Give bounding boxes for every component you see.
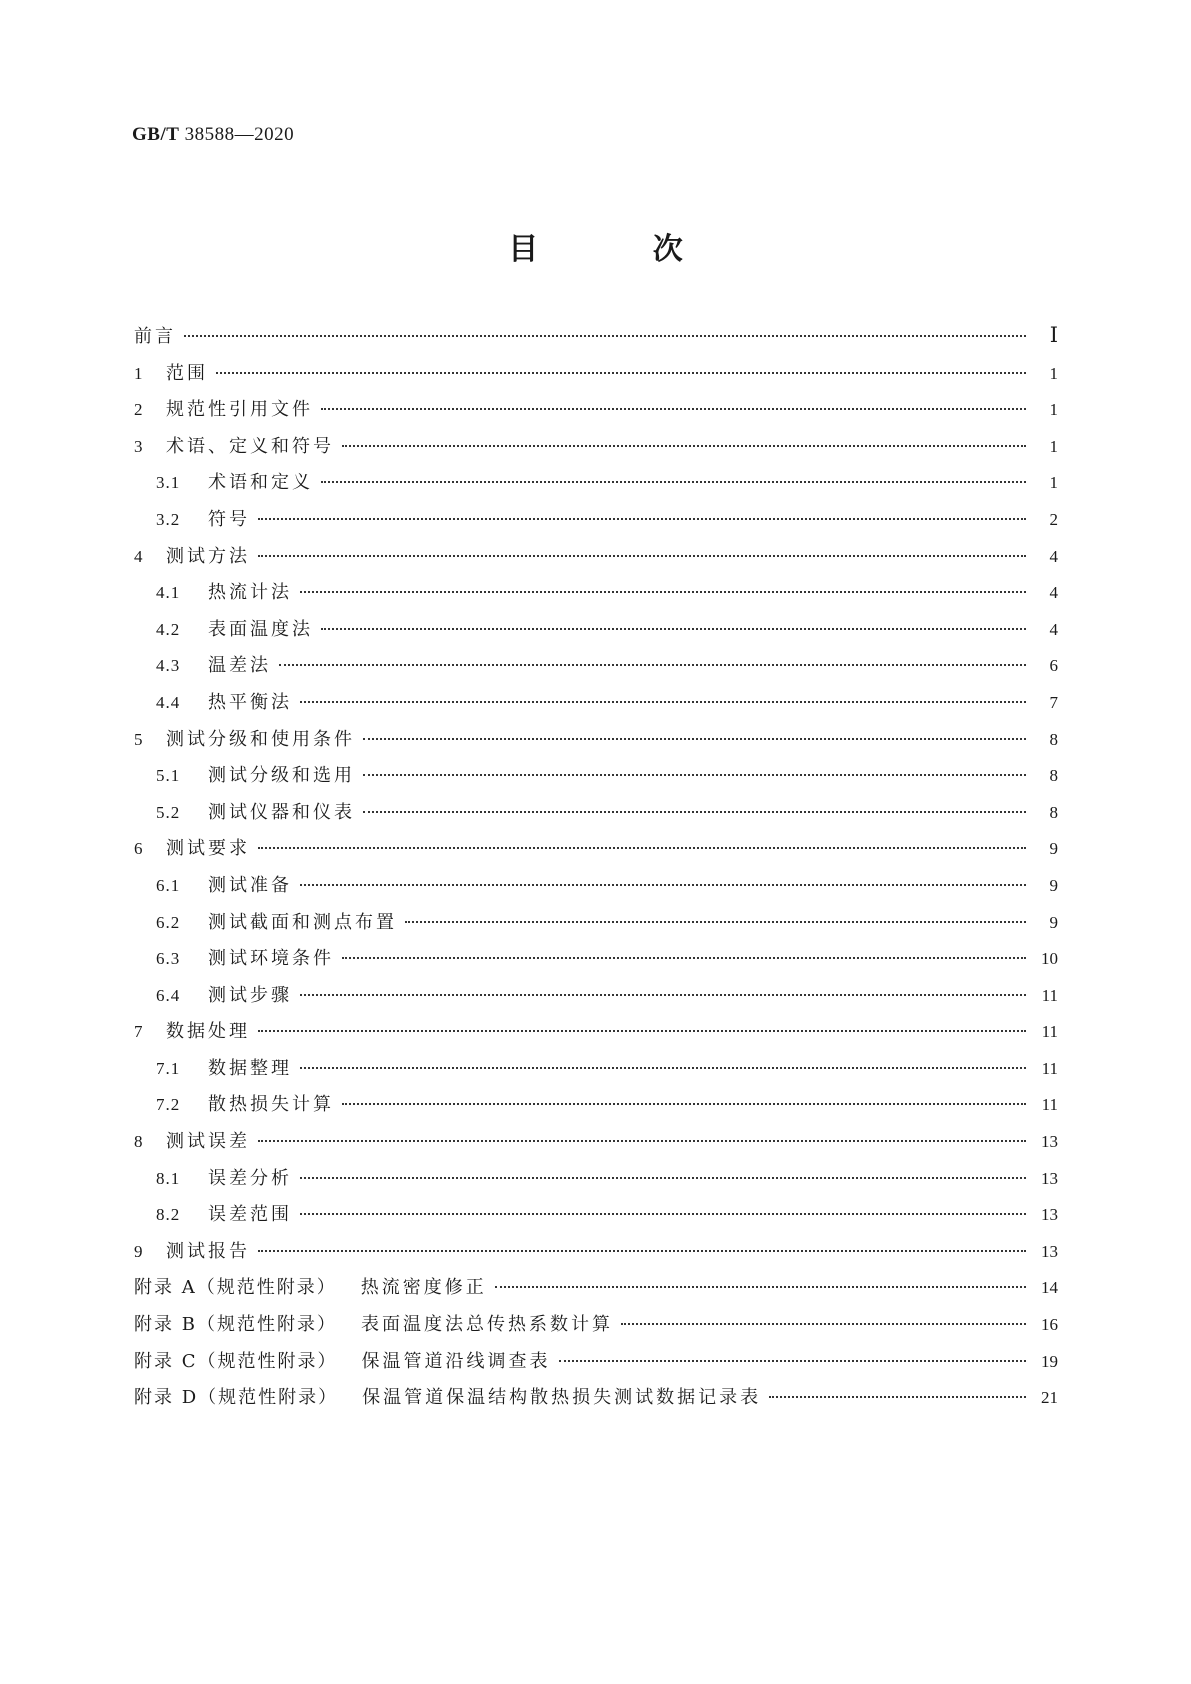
dot-leader <box>559 1360 1027 1362</box>
toc-entry-title: 测试步骤 <box>208 984 292 1006</box>
toc-entry-page: 13 <box>1041 1241 1058 1261</box>
toc-entry-number: 4 <box>134 546 143 566</box>
toc-entry-number: 5 <box>134 729 143 749</box>
appendix-tag: 附录 B（规范性附录） <box>134 1314 337 1336</box>
toc-entry[interactable] <box>134 359 1058 396</box>
dot-leader <box>258 847 1026 849</box>
toc-entry-page: 1 <box>1049 436 1058 456</box>
dot-leader <box>184 335 1026 337</box>
toc-entry-page: 11 <box>1041 1022 1058 1042</box>
toc-entry-page: 13 <box>1041 1205 1058 1225</box>
dot-leader <box>300 591 1026 593</box>
toc-entry-number: 9 <box>134 1241 143 1261</box>
toc-entry-page: 4 <box>1049 546 1058 566</box>
toc-entry-number: 4.4 <box>156 692 181 712</box>
toc-entry-title: 表面温度法 <box>208 618 313 640</box>
toc-appendix-entry[interactable] <box>134 1347 1058 1384</box>
toc-appendix-entry[interactable] <box>134 1383 1058 1420</box>
toc-entry-page: 8 <box>1049 802 1058 822</box>
toc-entry-page: 13 <box>1041 1168 1058 1188</box>
toc-entry-title: 测试分级和选用 <box>208 765 355 787</box>
appendix-title: 保温管道沿线调查表 <box>361 1350 551 1372</box>
toc-entry-number: 6.2 <box>156 912 181 932</box>
dot-leader <box>300 884 1026 886</box>
toc-entry-number: 6 <box>134 839 143 859</box>
appendix-tag: 附录 A（规范性附录） <box>134 1277 337 1299</box>
dot-leader <box>258 518 1026 520</box>
toc-entry-page: 9 <box>1049 912 1058 932</box>
toc-entry[interactable] <box>134 505 1058 542</box>
dot-leader <box>363 738 1026 740</box>
toc-entry-number: 5.2 <box>156 802 181 822</box>
dot-leader <box>321 481 1026 483</box>
toc-entry-title: 测试报告 <box>166 1240 250 1262</box>
appendix-page: 19 <box>1041 1351 1058 1371</box>
toc-entry-title: 规范性引用文件 <box>166 399 313 421</box>
toc-entry-title: 测试方法 <box>166 545 250 567</box>
dot-leader <box>300 994 1026 996</box>
toc-entry[interactable] <box>134 468 1058 505</box>
toc-entry-number: 6.4 <box>156 985 181 1005</box>
dot-leader <box>300 1177 1026 1179</box>
appendix-page: 14 <box>1041 1278 1058 1298</box>
page-title: 目 次 <box>508 232 735 267</box>
dot-leader <box>342 957 1026 959</box>
dot-leader <box>279 664 1026 666</box>
toc-entry-title: 测试准备 <box>208 874 292 896</box>
toc-entry-number: 7.1 <box>156 1058 181 1078</box>
dot-leader <box>300 701 1026 703</box>
toc-entry[interactable] <box>134 1200 1058 1237</box>
toc-entry-title: 前言 <box>134 326 176 347</box>
toc-entry[interactable] <box>134 798 1058 835</box>
toc-entry-title: 符号 <box>208 508 250 530</box>
toc-entry[interactable] <box>134 578 1058 615</box>
appendix-page: 16 <box>1041 1315 1058 1335</box>
dot-leader <box>621 1323 1026 1325</box>
toc-entry[interactable] <box>134 908 1058 945</box>
toc-entry-page: 11 <box>1041 985 1058 1005</box>
appendix-tag: 附录 D（规范性附录） <box>134 1387 339 1409</box>
standard-prefix: GB/T <box>132 124 180 145</box>
toc-entry-page: 4 <box>1049 583 1058 603</box>
toc-entry-number: 6.1 <box>156 875 181 895</box>
dot-leader <box>342 1103 1026 1105</box>
toc-entry-page: 1 <box>1049 400 1058 420</box>
appendix-title: 保温管道保温结构散热损失测试数据记录表 <box>362 1387 762 1409</box>
toc-entry[interactable] <box>134 395 1058 432</box>
appendix-title: 表面温度法总传热系数计算 <box>360 1314 613 1336</box>
toc-entry[interactable] <box>134 651 1058 688</box>
toc-entry-number: 4.1 <box>156 583 181 603</box>
toc-entry-title: 数据整理 <box>208 1057 292 1079</box>
dot-leader <box>769 1396 1026 1398</box>
toc-entry-page: Ⅰ <box>1049 323 1058 347</box>
toc-entry-title: 测试要求 <box>166 838 250 860</box>
toc-entry-page: 9 <box>1049 875 1058 895</box>
toc-entry-page: 1 <box>1049 473 1058 493</box>
toc-entry-page: 2 <box>1049 509 1058 529</box>
toc-entry-title: 误差分析 <box>208 1167 292 1189</box>
toc-entry-number: 2 <box>134 400 143 420</box>
toc-entry-title: 热流计法 <box>208 582 292 604</box>
toc-entry-page: 4 <box>1049 619 1058 639</box>
toc-entry-number: 8.2 <box>156 1205 181 1225</box>
toc-entry-title: 测试仪器和仪表 <box>208 801 355 823</box>
toc-entry-number: 8.1 <box>156 1168 181 1188</box>
toc-entry[interactable] <box>134 1017 1058 1054</box>
toc-entry-title: 测试分级和使用条件 <box>166 728 355 750</box>
toc-entry[interactable] <box>134 615 1058 652</box>
standard-code <box>132 124 294 146</box>
toc-entry-title: 误差范围 <box>208 1204 292 1226</box>
dot-leader <box>342 445 1026 447</box>
toc-entry-page: 1 <box>1049 363 1058 383</box>
toc-entry-page: 7 <box>1049 692 1058 712</box>
appendix-tag: 附录 C（规范性附录） <box>134 1350 338 1372</box>
toc-entry[interactable] <box>134 542 1058 579</box>
toc-entry-title: 数据处理 <box>166 1021 250 1043</box>
toc-entry-page: 6 <box>1049 656 1058 676</box>
toc-entry-page: 10 <box>1041 949 1058 969</box>
toc-entry[interactable] <box>134 432 1058 469</box>
toc-entry-title: 术语、定义和符号 <box>166 435 334 457</box>
dot-leader <box>405 921 1026 923</box>
toc-entry-number: 8 <box>134 1132 143 1152</box>
dot-leader <box>495 1286 1026 1288</box>
appendix-title: 热流密度修正 <box>360 1277 487 1299</box>
toc-entry[interactable] <box>134 322 1058 359</box>
toc-entry-page: 9 <box>1049 839 1058 859</box>
toc-entry[interactable] <box>134 944 1058 981</box>
dot-leader <box>258 1030 1026 1032</box>
toc-entry-page: 13 <box>1041 1132 1058 1152</box>
dot-leader <box>363 774 1026 776</box>
toc-entry-number: 4.2 <box>156 619 181 639</box>
dot-leader <box>363 811 1026 813</box>
toc-entry-title: 测试截面和测点布置 <box>208 911 397 933</box>
toc-entry-page: 8 <box>1049 729 1058 749</box>
toc-entry-title: 术语和定义 <box>208 472 313 494</box>
toc-entry-number: 5.1 <box>156 766 181 786</box>
table-of-contents <box>134 322 1058 1420</box>
dot-leader <box>258 555 1026 557</box>
toc-entry-page: 8 <box>1049 766 1058 786</box>
toc-entry[interactable] <box>134 761 1058 798</box>
toc-entry-title: 测试误差 <box>166 1131 250 1153</box>
dot-leader <box>258 1250 1026 1252</box>
toc-entry-number: 3.2 <box>156 509 181 529</box>
toc-entry-title: 热平衡法 <box>208 691 292 713</box>
toc-entry-number: 4.3 <box>156 656 181 676</box>
toc-entry[interactable] <box>134 871 1058 908</box>
dot-leader <box>216 372 1026 374</box>
toc-entry-page: 11 <box>1041 1095 1058 1115</box>
toc-entry-title: 测试环境条件 <box>208 948 334 970</box>
toc-entry[interactable] <box>134 981 1058 1018</box>
appendix-page: 21 <box>1041 1388 1058 1408</box>
toc-entry-number: 1 <box>134 363 143 383</box>
toc-entry[interactable] <box>134 1127 1058 1164</box>
toc-entry-number: 7.2 <box>156 1095 181 1115</box>
toc-appendix-entry[interactable] <box>134 1310 1058 1347</box>
toc-entry-title: 温差法 <box>208 655 271 677</box>
toc-entry-title: 散热损失计算 <box>208 1094 334 1116</box>
dot-leader <box>321 408 1026 410</box>
toc-entry-number: 3.1 <box>156 473 181 493</box>
toc-entry-title: 范围 <box>166 362 208 384</box>
dot-leader <box>321 628 1026 630</box>
toc-entry-number: 7 <box>134 1022 143 1042</box>
toc-entry-number: 3 <box>134 436 143 456</box>
toc-entry-number: 6.3 <box>156 949 181 969</box>
toc-entry[interactable] <box>134 834 1058 871</box>
dot-leader <box>300 1213 1026 1215</box>
toc-entry[interactable] <box>134 725 1058 762</box>
toc-entry[interactable] <box>134 1090 1058 1127</box>
toc-entry[interactable] <box>134 1054 1058 1091</box>
standard-number: 38588—2020 <box>184 124 295 145</box>
toc-entry[interactable] <box>134 1237 1058 1274</box>
toc-appendix-entry[interactable] <box>134 1273 1058 1310</box>
toc-entry[interactable] <box>134 688 1058 725</box>
dot-leader <box>300 1067 1026 1069</box>
dot-leader <box>258 1140 1026 1142</box>
toc-entry-page: 11 <box>1041 1058 1058 1078</box>
toc-entry[interactable] <box>134 1164 1058 1201</box>
